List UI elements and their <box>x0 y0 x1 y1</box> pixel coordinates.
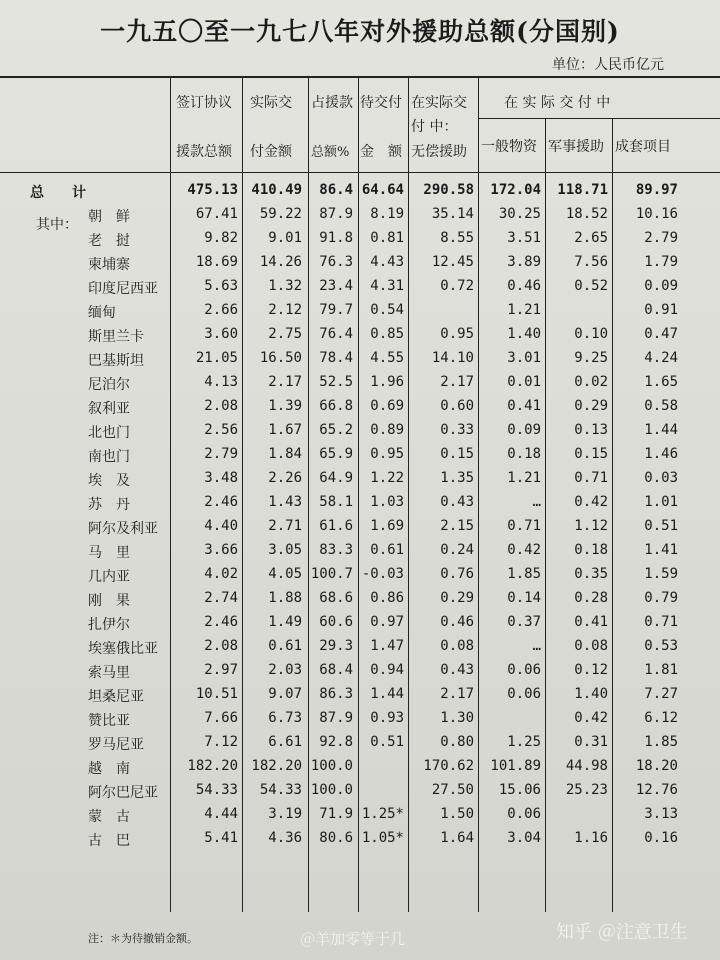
table-cell: 2.03 <box>268 662 302 678</box>
table-cell: 0.10 <box>574 326 608 342</box>
table-cell: 0.16 <box>644 830 678 846</box>
table-cell: 100.7 <box>310 566 353 582</box>
table-cell: 0.52 <box>574 278 608 294</box>
table-cell: 6.61 <box>268 734 302 750</box>
header-col7: 军事援助 <box>548 139 604 155</box>
table-cell: 1.88 <box>268 590 302 606</box>
col-divider-2 <box>308 78 309 912</box>
table-cell: 1.21 <box>507 302 541 318</box>
table-cell: 0.43 <box>440 494 474 510</box>
table-cell: 61.6 <box>319 518 353 534</box>
table-cell: 7.66 <box>204 710 238 726</box>
col-divider-1 <box>242 78 243 912</box>
prefix-qizhong: 其中： <box>36 217 78 233</box>
row-country-name: 尼泊尔 <box>88 377 130 393</box>
table-cell: 7.27 <box>644 686 678 702</box>
table-cell: 0.58 <box>644 398 678 414</box>
header-col1-line1: 签订协议 <box>176 95 232 111</box>
table-cell: 0.81 <box>370 230 404 246</box>
table-title: 一九五〇至一九七八年对外援助总额(分国别) <box>100 17 620 46</box>
table-cell: 3.89 <box>507 254 541 270</box>
table-cell: -0.03 <box>361 566 404 582</box>
table-cell: 15.06 <box>498 782 541 798</box>
table-cell: 0.06 <box>507 806 541 822</box>
table-cell: 1.47 <box>370 638 404 654</box>
table-cell: 0.24 <box>440 542 474 558</box>
table-cell: 2.71 <box>268 518 302 534</box>
row-country-name: 巴基斯坦 <box>88 353 144 369</box>
table-cell: 65.9 <box>319 446 353 462</box>
table-cell: 1.01 <box>644 494 678 510</box>
table-cell: 118.71 <box>557 182 608 198</box>
table-cell: 86.4 <box>319 182 353 198</box>
table-cell: 2.46 <box>204 494 238 510</box>
table-cell: 2.79 <box>644 230 678 246</box>
table-cell: 8.55 <box>440 230 474 246</box>
row-country-name: 坦桑尼亚 <box>88 689 144 705</box>
table-cell: 64.64 <box>361 182 404 198</box>
table-cell: 4.05 <box>268 566 302 582</box>
row-country-name: 缅甸 <box>88 305 116 321</box>
col-divider-4 <box>408 78 409 912</box>
table-cell: 0.15 <box>440 446 474 462</box>
table-cell: 1.50 <box>440 806 474 822</box>
table-cell: 65.2 <box>319 422 353 438</box>
table-cell: 0.37 <box>507 614 541 630</box>
table-cell: 18.52 <box>565 206 608 222</box>
table-cell: 30.25 <box>498 206 541 222</box>
header-col3-line1: 占援款 <box>311 95 353 111</box>
table-cell: 1.41 <box>644 542 678 558</box>
row-total-label: 总 计 <box>30 185 86 201</box>
table-cell: 101.89 <box>490 758 541 774</box>
row-country-name: 罗马尼亚 <box>88 737 144 753</box>
table-cell: 4.02 <box>204 566 238 582</box>
header-col8: 成套项目 <box>615 139 671 155</box>
table-cell: 86.3 <box>319 686 353 702</box>
table-cell: 7.56 <box>574 254 608 270</box>
table-cell: 4.55 <box>370 350 404 366</box>
table-cell: 0.28 <box>574 590 608 606</box>
table-cell: 1.22 <box>370 470 404 486</box>
table-cell: 0.72 <box>440 278 474 294</box>
table-cell: 3.19 <box>268 806 302 822</box>
table-cell: 0.54 <box>370 302 404 318</box>
table-cell: 54.33 <box>195 782 238 798</box>
header-col5-line3: 无偿援助 <box>411 144 467 160</box>
table-cell: 2.08 <box>204 398 238 414</box>
table-cell: 0.31 <box>574 734 608 750</box>
table-cell: 1.25 <box>507 734 541 750</box>
table-cell: 182.20 <box>251 758 302 774</box>
table-cell: 14.26 <box>259 254 302 270</box>
table-cell: 3.48 <box>204 470 238 486</box>
table-cell: 1.40 <box>507 326 541 342</box>
table-cell: 2.66 <box>204 302 238 318</box>
table-cell: 64.9 <box>319 470 353 486</box>
table-cell: 170.62 <box>423 758 474 774</box>
header-col5-line1: 在实际交 <box>411 95 467 111</box>
table-cell: 4.44 <box>204 806 238 822</box>
row-country-name: 叙利亚 <box>88 401 130 417</box>
table-cell: 9.82 <box>204 230 238 246</box>
header-col4-line2: 金 额 <box>360 144 402 160</box>
table-cell: 2.17 <box>440 686 474 702</box>
table-cell: 1.44 <box>370 686 404 702</box>
table-cell: 1.43 <box>268 494 302 510</box>
table-cell: 1.84 <box>268 446 302 462</box>
header-col4-line1: 待交付 <box>360 95 402 111</box>
table-cell: 71.9 <box>319 806 353 822</box>
rule-group-header <box>478 118 720 119</box>
table-cell: 0.06 <box>507 662 541 678</box>
table-cell: 0.08 <box>574 638 608 654</box>
header-col5-line2: 付 中： <box>411 119 458 135</box>
table-cell: 0.86 <box>370 590 404 606</box>
table-cell: 1.35 <box>440 470 474 486</box>
col-divider-5 <box>478 78 479 912</box>
table-cell: 1.05* <box>361 830 404 846</box>
table-cell: 83.3 <box>319 542 353 558</box>
table-cell: 290.58 <box>423 182 474 198</box>
table-cell: 12.76 <box>635 782 678 798</box>
table-cell: 0.06 <box>507 686 541 702</box>
table-cell: 0.51 <box>370 734 404 750</box>
table-cell: 2.79 <box>204 446 238 462</box>
table-cell: 1.25* <box>361 806 404 822</box>
table-cell: 0.69 <box>370 398 404 414</box>
header-col1-line2: 援款总额 <box>176 144 232 160</box>
table-cell: 8.19 <box>370 206 404 222</box>
table-cell: 4.43 <box>370 254 404 270</box>
table-cell: 35.14 <box>431 206 474 222</box>
table-cell: 100.0 <box>310 758 353 774</box>
row-country-name: 索马里 <box>88 665 130 681</box>
row-country-name: 越 南 <box>88 761 130 777</box>
table-cell: 0.71 <box>574 470 608 486</box>
table-cell: 0.08 <box>440 638 474 654</box>
table-cell: 2.46 <box>204 614 238 630</box>
row-country-name: 赞比亚 <box>88 713 130 729</box>
row-country-name: 斯里兰卡 <box>88 329 144 345</box>
rule-top <box>0 76 720 78</box>
table-cell: 5.63 <box>204 278 238 294</box>
table-cell: 1.59 <box>644 566 678 582</box>
row-country-name: 老 挝 <box>88 233 130 249</box>
table-cell: 410.49 <box>251 182 302 198</box>
table-cell: 2.56 <box>204 422 238 438</box>
row-country-name: 南也门 <box>88 449 130 465</box>
table-cell: 2.26 <box>268 470 302 486</box>
table-cell: 4.40 <box>204 518 238 534</box>
table-cell: 0.85 <box>370 326 404 342</box>
table-cell: 18.69 <box>195 254 238 270</box>
table-cell: 52.5 <box>319 374 353 390</box>
table-cell: 0.09 <box>644 278 678 294</box>
table-cell: 3.60 <box>204 326 238 342</box>
table-cell: 1.44 <box>644 422 678 438</box>
table-cell: 3.51 <box>507 230 541 246</box>
table-cell: 0.97 <box>370 614 404 630</box>
table-cell: 0.14 <box>507 590 541 606</box>
weibo-watermark: ＠羊加零等于几 <box>300 930 406 948</box>
table-cell: 1.96 <box>370 374 404 390</box>
table-cell: 21.05 <box>195 350 238 366</box>
table-cell: 7.12 <box>204 734 238 750</box>
row-country-name: 朝 鲜 <box>88 209 130 225</box>
table-cell: 1.85 <box>507 566 541 582</box>
table-cell: 87.9 <box>319 710 353 726</box>
table-cell: 89.97 <box>635 182 678 198</box>
table-cell: 0.13 <box>574 422 608 438</box>
table-cell: 0.18 <box>574 542 608 558</box>
table-cell: 67.41 <box>195 206 238 222</box>
table-cell: 0.33 <box>440 422 474 438</box>
table-cell: 0.09 <box>507 422 541 438</box>
table-cell: 76.3 <box>319 254 353 270</box>
table-cell: 68.6 <box>319 590 353 606</box>
table-cell: 1.85 <box>644 734 678 750</box>
table-cell: 18.20 <box>635 758 678 774</box>
table-cell: 60.6 <box>319 614 353 630</box>
table-cell: 172.04 <box>490 182 541 198</box>
table-cell: … <box>532 638 541 654</box>
row-country-name: 马 里 <box>88 545 130 561</box>
table-cell: 0.15 <box>574 446 608 462</box>
table-cell: 1.64 <box>440 830 474 846</box>
table-cell: 9.07 <box>268 686 302 702</box>
unit-label: 单位：人民币亿元 <box>552 57 664 73</box>
table-cell: 0.46 <box>507 278 541 294</box>
row-country-name: 柬埔寨 <box>88 257 130 273</box>
table-cell: 4.36 <box>268 830 302 846</box>
table-cell: 1.21 <box>507 470 541 486</box>
table-cell: 68.4 <box>319 662 353 678</box>
table-cell: 1.67 <box>268 422 302 438</box>
table-cell: 27.50 <box>431 782 474 798</box>
table-cell: 0.29 <box>574 398 608 414</box>
table-cell: 0.61 <box>268 638 302 654</box>
header-col3-line2: 总额% <box>311 145 350 160</box>
table-cell: 59.22 <box>259 206 302 222</box>
table-cell: 1.30 <box>440 710 474 726</box>
table-cell: 2.08 <box>204 638 238 654</box>
table-cell: 0.51 <box>644 518 678 534</box>
table-cell: 12.45 <box>431 254 474 270</box>
col-divider-3 <box>358 78 359 912</box>
table-cell: 2.17 <box>440 374 474 390</box>
table-cell: … <box>532 494 541 510</box>
table-cell: 182.20 <box>187 758 238 774</box>
table-cell: 10.16 <box>635 206 678 222</box>
header-col2-line1: 实际交 <box>250 95 292 111</box>
table-cell: 1.46 <box>644 446 678 462</box>
table-cell: 0.46 <box>440 614 474 630</box>
row-country-name: 北也门 <box>88 425 130 441</box>
table-cell: 2.12 <box>268 302 302 318</box>
table-cell: 0.41 <box>574 614 608 630</box>
table-cell: 80.6 <box>319 830 353 846</box>
table-cell: 0.53 <box>644 638 678 654</box>
table-cell: 6.73 <box>268 710 302 726</box>
table-cell: 79.7 <box>319 302 353 318</box>
row-country-name: 埃塞俄比亚 <box>88 641 158 657</box>
table-cell: 10.51 <box>195 686 238 702</box>
table-cell: 91.8 <box>319 230 353 246</box>
table-cell: 0.42 <box>507 542 541 558</box>
table-cell: 0.60 <box>440 398 474 414</box>
table-cell: 6.12 <box>644 710 678 726</box>
table-cell: 0.18 <box>507 446 541 462</box>
table-cell: 1.65 <box>644 374 678 390</box>
table-cell: 3.66 <box>204 542 238 558</box>
row-country-name: 印度尼西亚 <box>88 281 158 297</box>
table-cell: 1.16 <box>574 830 608 846</box>
table-cell: 0.71 <box>644 614 678 630</box>
col-divider-7 <box>612 119 613 912</box>
row-country-name: 古 巴 <box>88 833 130 849</box>
table-cell: 1.79 <box>644 254 678 270</box>
table-cell: 0.61 <box>370 542 404 558</box>
table-cell: 2.97 <box>204 662 238 678</box>
table-cell: 3.04 <box>507 830 541 846</box>
row-country-name: 蒙 古 <box>88 809 130 825</box>
table-cell: 0.80 <box>440 734 474 750</box>
table-cell: 78.4 <box>319 350 353 366</box>
table-cell: 76.4 <box>319 326 353 342</box>
table-cell: 0.35 <box>574 566 608 582</box>
row-country-name: 扎伊尔 <box>88 617 130 633</box>
table-cell: 3.05 <box>268 542 302 558</box>
table-cell: 1.12 <box>574 518 608 534</box>
table-cell: 5.41 <box>204 830 238 846</box>
table-cell: 4.31 <box>370 278 404 294</box>
col-divider-name <box>170 78 171 912</box>
table-cell: 0.41 <box>507 398 541 414</box>
table-cell: 0.93 <box>370 710 404 726</box>
row-country-name: 苏 丹 <box>88 497 130 513</box>
footnote: 注：＊为待撤销金额。 <box>88 932 198 945</box>
table-cell: 0.12 <box>574 662 608 678</box>
table-cell: 0.95 <box>370 446 404 462</box>
table-cell: 58.1 <box>319 494 353 510</box>
table-cell: 0.79 <box>644 590 678 606</box>
table-cell: 2.74 <box>204 590 238 606</box>
table-cell: 4.24 <box>644 350 678 366</box>
table-cell: 9.25 <box>574 350 608 366</box>
table-cell: 3.13 <box>644 806 678 822</box>
table-cell: 0.94 <box>370 662 404 678</box>
table-cell: 1.81 <box>644 662 678 678</box>
table-cell: 1.03 <box>370 494 404 510</box>
table-cell: 3.01 <box>507 350 541 366</box>
table-cell: 1.39 <box>268 398 302 414</box>
table-cell: 0.42 <box>574 710 608 726</box>
col-divider-6 <box>545 119 546 912</box>
table-cell: 1.69 <box>370 518 404 534</box>
table-cell: 16.50 <box>259 350 302 366</box>
table-cell: 100.0 <box>310 782 353 798</box>
table-cell: 25.23 <box>565 782 608 798</box>
row-country-name: 阿尔巴尼亚 <box>88 785 158 801</box>
table-cell: 0.01 <box>507 374 541 390</box>
table-cell: 0.89 <box>370 422 404 438</box>
header-group: 在 实 际 交 付 中 <box>504 95 611 111</box>
table-cell: 23.4 <box>319 278 353 294</box>
table-cell: 29.3 <box>319 638 353 654</box>
table-cell: 1.40 <box>574 686 608 702</box>
table-cell: 2.15 <box>440 518 474 534</box>
table-cell: 9.01 <box>268 230 302 246</box>
table-cell: 0.02 <box>574 374 608 390</box>
table-cell: 2.17 <box>268 374 302 390</box>
table-cell: 87.9 <box>319 206 353 222</box>
table-cell: 0.43 <box>440 662 474 678</box>
table-cell: 0.29 <box>440 590 474 606</box>
table-cell: 0.91 <box>644 302 678 318</box>
table-cell: 0.76 <box>440 566 474 582</box>
table-cell: 14.10 <box>431 350 474 366</box>
row-country-name: 埃 及 <box>88 473 130 489</box>
zhihu-watermark: 知乎 ＠注意卫生 <box>556 922 688 943</box>
header-col2-line2: 付金额 <box>250 144 292 160</box>
table-cell: 0.42 <box>574 494 608 510</box>
table-cell: 44.98 <box>565 758 608 774</box>
table-cell: 2.75 <box>268 326 302 342</box>
table-cell: 1.49 <box>268 614 302 630</box>
table-cell: 54.33 <box>259 782 302 798</box>
table-cell: 0.71 <box>507 518 541 534</box>
table-cell: 0.03 <box>644 470 678 486</box>
table-cell: 1.32 <box>268 278 302 294</box>
row-country-name: 刚 果 <box>88 593 130 609</box>
row-country-name: 阿尔及利亚 <box>88 521 158 537</box>
table-cell: 0.95 <box>440 326 474 342</box>
table-cell: 475.13 <box>187 182 238 198</box>
table-cell: 92.8 <box>319 734 353 750</box>
header-col6: 一般物资 <box>481 139 537 155</box>
table-cell: 4.13 <box>204 374 238 390</box>
table-cell: 66.8 <box>319 398 353 414</box>
table-cell: 2.65 <box>574 230 608 246</box>
row-country-name: 几内亚 <box>88 569 130 585</box>
table-cell: 0.47 <box>644 326 678 342</box>
